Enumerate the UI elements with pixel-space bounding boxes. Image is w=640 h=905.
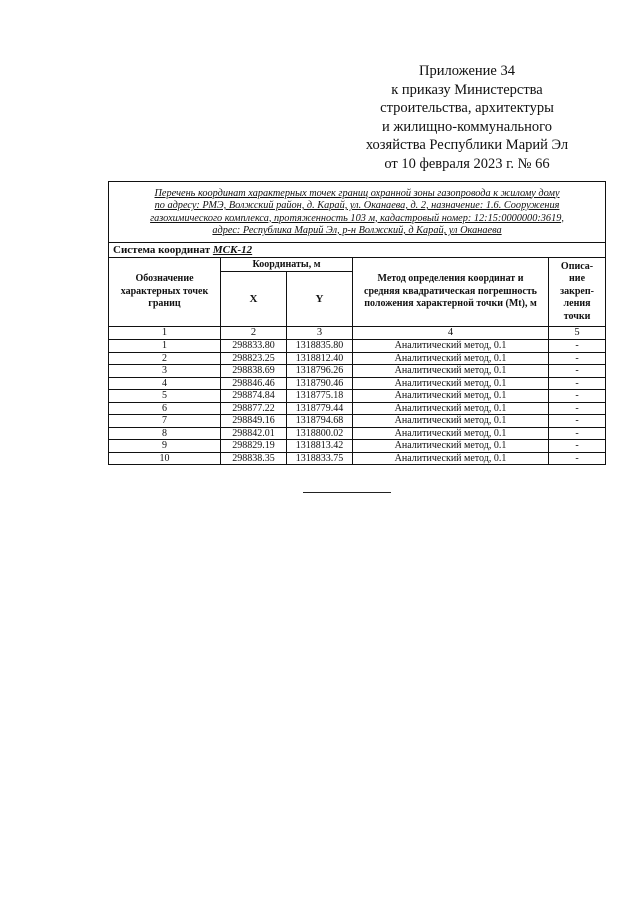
point-cell: 8 bbox=[109, 427, 221, 440]
table-row bbox=[109, 402, 606, 415]
method-cell: Аналитический метод, 0.1 bbox=[353, 365, 549, 378]
column-number: 4 bbox=[353, 327, 549, 340]
column-number-row bbox=[109, 327, 606, 340]
x-cell: 298838.35 bbox=[221, 452, 287, 465]
x-cell: 298833.80 bbox=[221, 340, 287, 353]
point-cell: 1 bbox=[109, 340, 221, 353]
header-line-date: от 10 февраля 2023 г. № 66 bbox=[384, 155, 550, 172]
x-cell: 298829.19 bbox=[221, 440, 287, 453]
column-number: 2 bbox=[221, 327, 287, 340]
table-title bbox=[109, 182, 606, 243]
title-line: адрес: Республика Марий Эл, р-н Волжский, д Карай, ул Оканаева bbox=[212, 225, 502, 236]
y-cell: 1318835.80 bbox=[287, 340, 353, 353]
coordinates-table bbox=[108, 181, 606, 465]
y-cell: 1318790.46 bbox=[287, 377, 353, 390]
header-line-ministry: строительства, архитектуры bbox=[380, 100, 554, 116]
table-row bbox=[109, 390, 606, 403]
header-coordinates: Координаты, м bbox=[221, 258, 353, 272]
y-cell: 1318833.75 bbox=[287, 452, 353, 465]
coordinate-system-value: МСК-12 bbox=[212, 244, 253, 256]
x-cell: 298874.84 bbox=[221, 390, 287, 403]
x-cell: 298849.16 bbox=[221, 415, 287, 428]
x-cell: 298838.69 bbox=[221, 365, 287, 378]
method-cell: Аналитический метод, 0.1 bbox=[353, 352, 549, 365]
table-row bbox=[109, 427, 606, 440]
table-title-row bbox=[109, 182, 606, 243]
y-cell: 1318775.18 bbox=[287, 390, 353, 403]
header-row bbox=[109, 258, 606, 272]
table-row bbox=[109, 377, 606, 390]
coordinate-system bbox=[109, 243, 606, 258]
table-row bbox=[109, 352, 606, 365]
table-row bbox=[109, 415, 606, 428]
description-cell: - bbox=[549, 340, 606, 353]
y-cell: 1318800.02 bbox=[287, 427, 353, 440]
point-cell: 10 bbox=[109, 452, 221, 465]
coordinate-system-row bbox=[109, 243, 606, 258]
point-cell: 6 bbox=[109, 402, 221, 415]
y-cell: 1318779.44 bbox=[287, 402, 353, 415]
method-cell: Аналитический метод, 0.1 bbox=[353, 377, 549, 390]
x-cell: 298877.22 bbox=[221, 402, 287, 415]
y-cell: 1318812.40 bbox=[287, 352, 353, 365]
header-line-republic: хозяйства Республики Марий Эл bbox=[365, 137, 569, 153]
point-cell: 2 bbox=[109, 352, 221, 365]
point-cell: 7 bbox=[109, 415, 221, 428]
title-line: по адресу: РМЭ, Волжский район, д. Карай, ул. Оканаева, д. 2, назначение: 1.6. Сооружения bbox=[154, 200, 560, 211]
table-row bbox=[109, 452, 606, 465]
title-line: газохимического комплекса, протяженность 103 м, кадастровый номер: 12:15:0000000:3619, bbox=[150, 212, 564, 224]
method-cell: Аналитический метод, 0.1 bbox=[353, 427, 549, 440]
point-cell: 4 bbox=[109, 377, 221, 390]
method-cell: Аналитический метод, 0.1 bbox=[353, 452, 549, 465]
header-description: Описа-ние закреп-ления точки bbox=[549, 258, 606, 327]
table-row bbox=[109, 340, 606, 353]
description-cell: - bbox=[549, 427, 606, 440]
method-cell: Аналитический метод, 0.1 bbox=[353, 390, 549, 403]
description-cell: - bbox=[549, 440, 606, 453]
header-x: X bbox=[221, 272, 287, 327]
x-cell: 298842.01 bbox=[221, 427, 287, 440]
description-cell: - bbox=[549, 365, 606, 378]
header-line-housing: и жилищно-коммунального bbox=[381, 118, 553, 135]
table-row bbox=[109, 440, 606, 453]
point-cell: 5 bbox=[109, 390, 221, 403]
method-cell: Аналитический метод, 0.1 bbox=[353, 440, 549, 453]
x-cell: 298846.46 bbox=[221, 377, 287, 390]
y-cell: 1318794.68 bbox=[287, 415, 353, 428]
description-cell: - bbox=[549, 452, 606, 465]
title-line: Перечень координат характерных точек границ охранной зоны газопровода к жилому дому bbox=[154, 187, 560, 199]
header-line-order: к приказу Министерства bbox=[391, 81, 543, 98]
header-line-appendix: Приложение 34 bbox=[419, 63, 515, 79]
table-row bbox=[109, 365, 606, 378]
column-number: 3 bbox=[287, 327, 353, 340]
y-cell: 1318796.26 bbox=[287, 365, 353, 378]
header-point: Обозначение характерных точек границ bbox=[109, 258, 221, 327]
point-cell: 9 bbox=[109, 440, 221, 453]
bottom-divider bbox=[303, 492, 391, 493]
appendix-header bbox=[352, 62, 582, 173]
column-number: 1 bbox=[109, 327, 221, 340]
y-cell: 1318813.42 bbox=[287, 440, 353, 453]
point-cell: 3 bbox=[109, 365, 221, 378]
x-cell: 298823.25 bbox=[221, 352, 287, 365]
description-cell: - bbox=[549, 352, 606, 365]
method-cell: Аналитический метод, 0.1 bbox=[353, 340, 549, 353]
coordinate-system-label: Система координат bbox=[113, 244, 211, 256]
method-cell: Аналитический метод, 0.1 bbox=[353, 415, 549, 428]
description-cell: - bbox=[549, 377, 606, 390]
header-y: Y bbox=[287, 272, 353, 327]
description-cell: - bbox=[549, 402, 606, 415]
description-cell: - bbox=[549, 415, 606, 428]
header-method: Метод определения координат и средняя квадратическая погрешность положения характерной точки (Mt), м bbox=[353, 258, 549, 327]
description-cell: - bbox=[549, 390, 606, 403]
column-number: 5 bbox=[549, 327, 606, 340]
method-cell: Аналитический метод, 0.1 bbox=[353, 402, 549, 415]
